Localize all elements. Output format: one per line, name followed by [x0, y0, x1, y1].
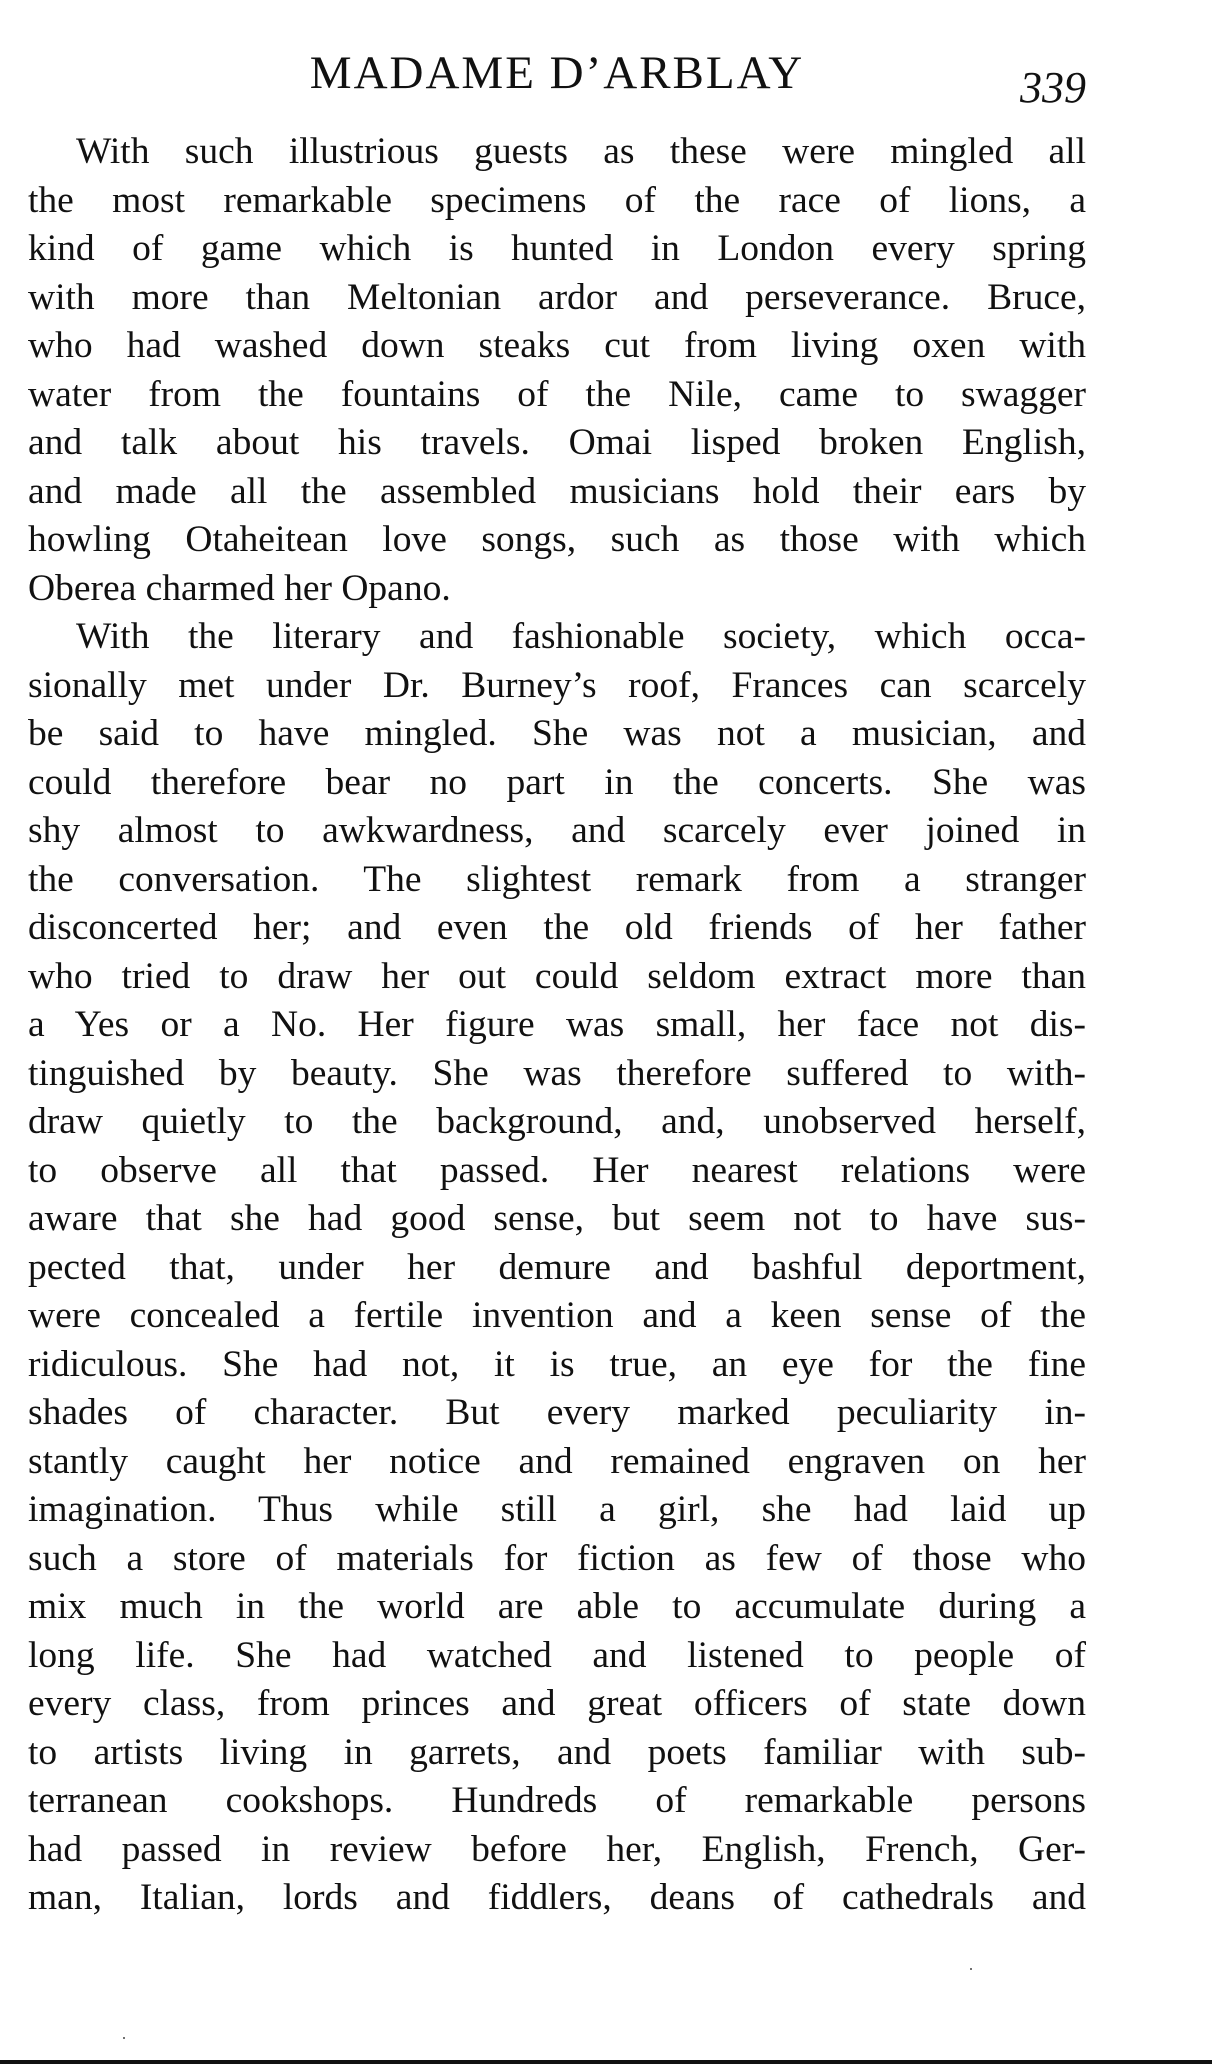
text-line: disconcerted her; and even the old friends of her father [28, 907, 1086, 948]
text-line: could therefore bear no part in the concerts. She was [28, 761, 1086, 803]
print-speck [123, 2037, 125, 2039]
text-line: ridiculous. She had not, it is true, an eye for the fine [28, 1343, 1086, 1385]
text-line: to artists living in garrets, and poets familiar with sub- [28, 1731, 1086, 1773]
text-line: With the literary and fashionable society, which occa- [76, 616, 1086, 657]
body-text [28, 128, 1086, 1923]
running-title: MADAME D’ARBLAY [309, 47, 805, 99]
text-line: the conversation. The slightest remark from a stranger [28, 858, 1086, 900]
text-line: every class, from princes and great officers of state down [28, 1683, 1086, 1724]
text-line: stantly caught her notice and remained engraven on her [28, 1440, 1086, 1482]
text-line: the most remarkable specimens of the race of lions, a [28, 179, 1086, 221]
text-line: were concealed a fertile invention and a keen sense of the [28, 1295, 1086, 1336]
text-line: a Yes or a No. Her figure was small, her face not dis- [28, 1004, 1086, 1045]
text-line: and made all the assembled musicians hold their ears by [28, 470, 1086, 512]
text-line: sionally met under Dr. Burney’s roof, Frances can scarcely [28, 664, 1086, 706]
text-line: aware that she had good sense, but seem not to have sus- [28, 1198, 1086, 1239]
text-line: Oberea charmed her Opano. [28, 567, 451, 609]
text-line: howling Otaheitean love songs, such as those with which [28, 519, 1086, 560]
page-bottom-rule [0, 2060, 1212, 2064]
text-line: pected that, under her demure and bashful deportment, [28, 1246, 1086, 1288]
text-line: mix much in the world are able to accumulate during a [28, 1586, 1086, 1627]
text-line: draw quietly to the background, and, unobserved herself, [28, 1101, 1086, 1142]
text-line: terranean cookshops. Hundreds of remarkable persons [28, 1780, 1086, 1821]
text-line: shy almost to awkwardness, and scarcely ever joined in [28, 810, 1086, 851]
text-line: water from the fountains of the Nile, came to swagger [28, 373, 1086, 415]
text-line: kind of game which is hunted in London every spring [28, 228, 1086, 269]
running-header [28, 42, 1086, 112]
text-line: tinguished by beauty. She was therefore suffered to with- [28, 1052, 1086, 1094]
text-line: to observe all that passed. Her nearest relations were [28, 1149, 1086, 1191]
text-line: be said to have mingled. She was not a musician, and [28, 713, 1086, 754]
text-line: With such illustrious guests as these were mingled all [76, 131, 1086, 172]
text-line: man, Italian, lords and fiddlers, deans of cathedrals and [28, 1877, 1086, 1918]
text-line: who had washed down steaks cut from living oxen with [28, 325, 1086, 366]
text-line: with more than Meltonian ardor and perseverance. Bruce, [28, 276, 1086, 318]
text-line: had passed in review before her, English, French, Ger- [28, 1828, 1086, 1870]
text-line: imagination. Thus while still a girl, she had laid up [28, 1489, 1086, 1530]
text-line: such a store of materials for fiction as few of those who [28, 1537, 1086, 1579]
text-line: shades of character. But every marked peculiarity in- [28, 1392, 1086, 1433]
print-speck [970, 1968, 972, 1970]
text-line: who tried to draw her out could seldom extract more than [28, 955, 1086, 997]
text-line: and talk about his travels. Omai lisped broken English, [28, 422, 1086, 463]
page-number: 339 [1020, 63, 1086, 112]
text-line: long life. She had watched and listened to people of [28, 1634, 1086, 1676]
